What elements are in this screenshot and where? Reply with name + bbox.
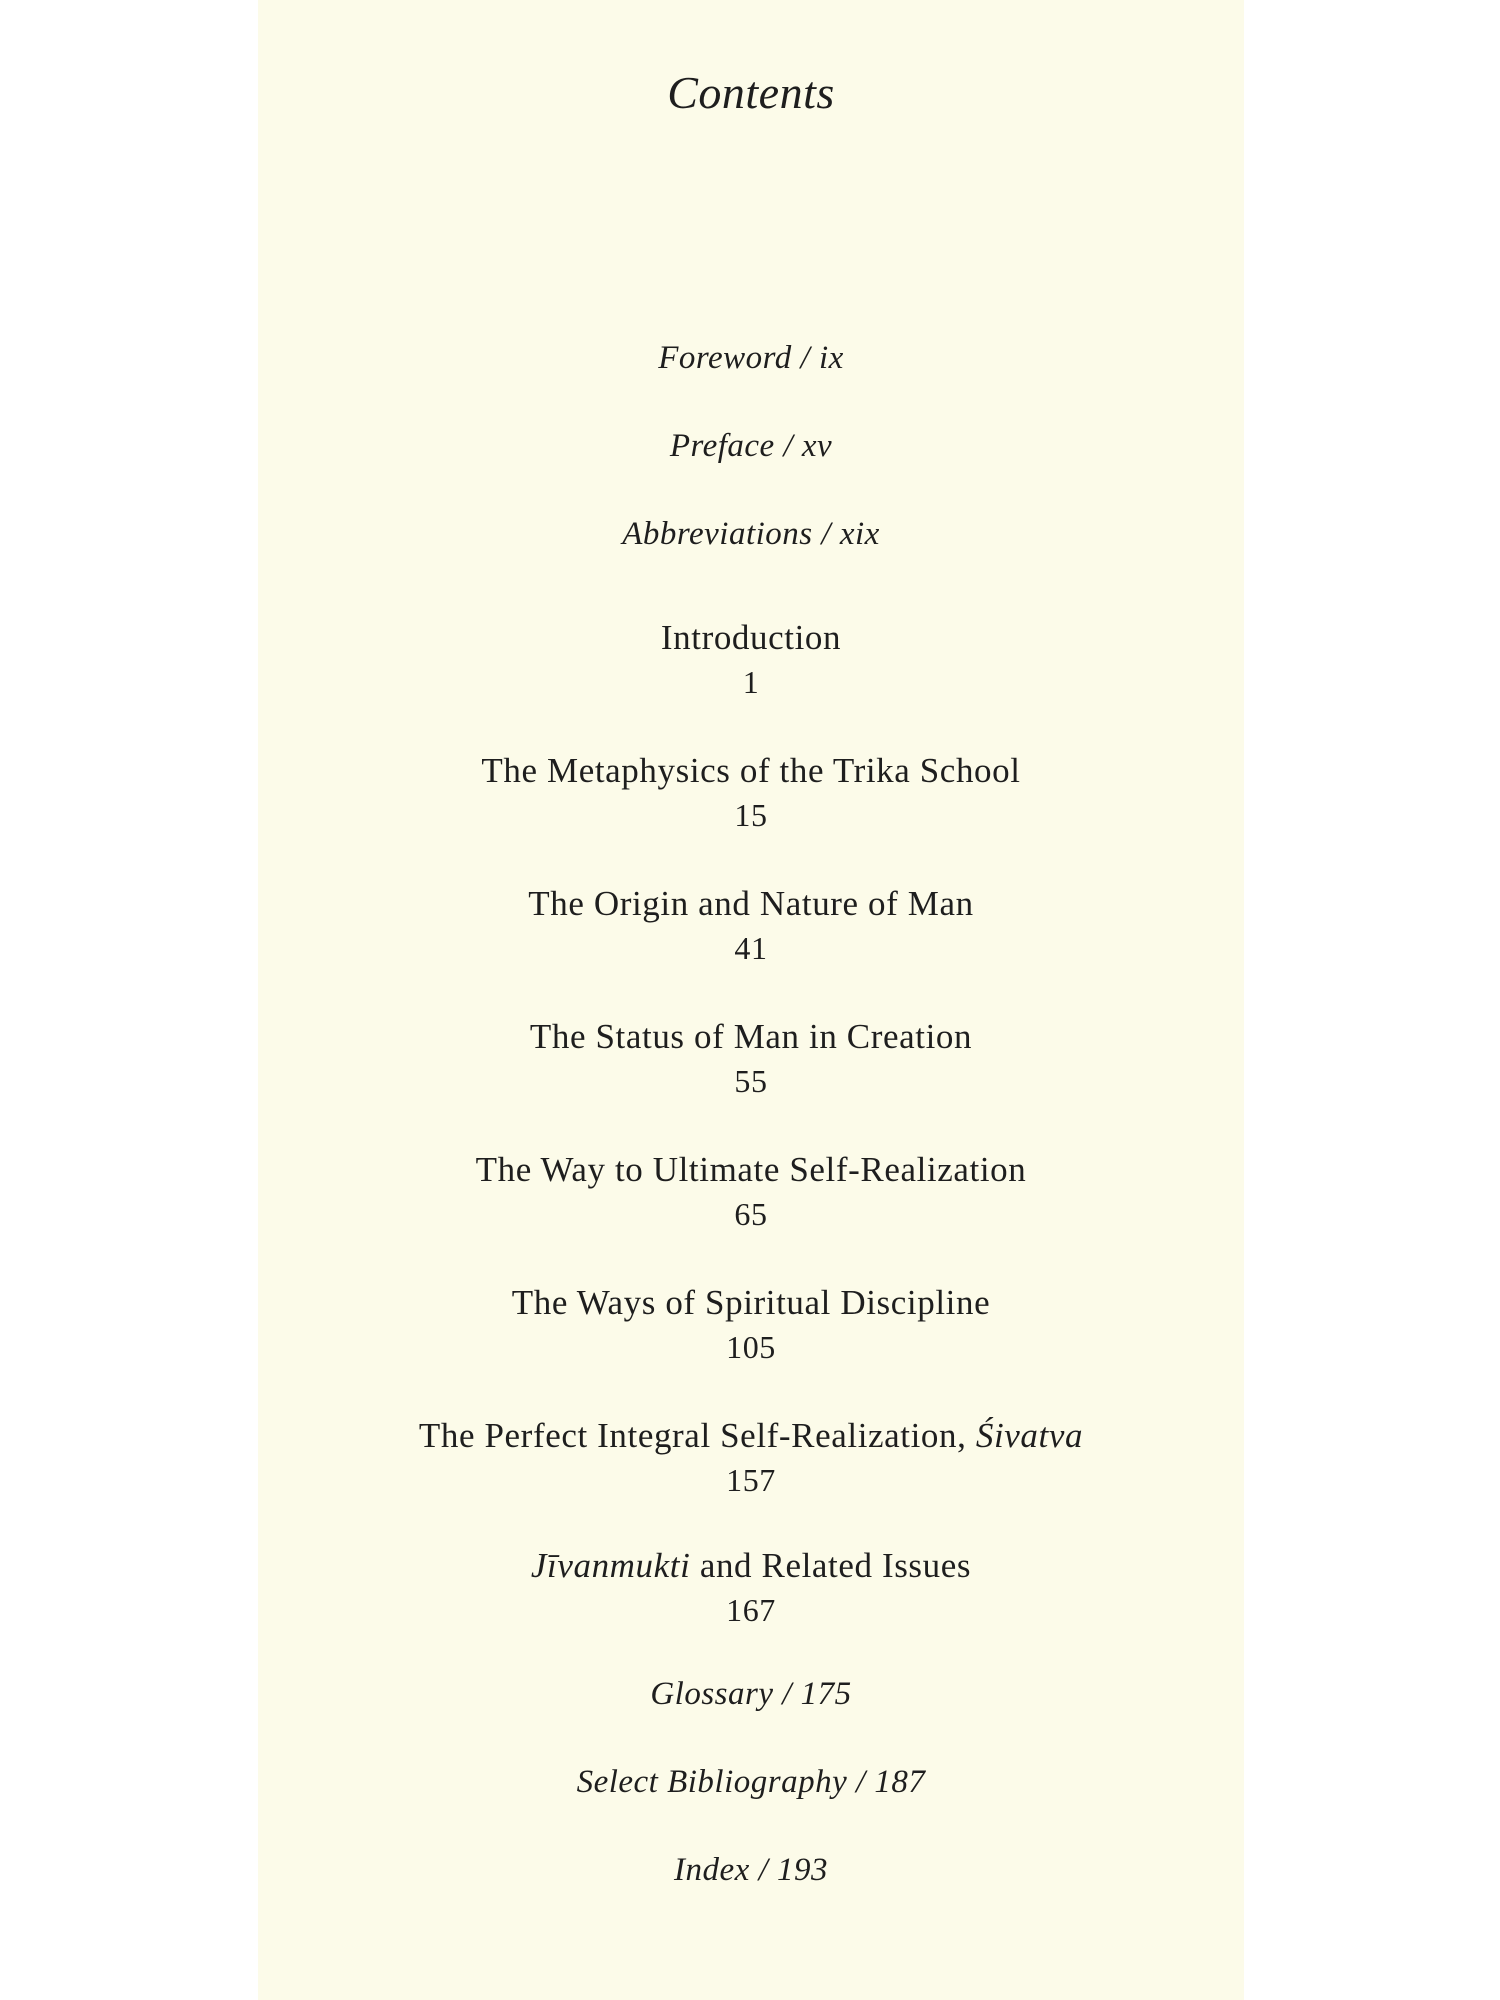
entry-title: Abbreviations [622, 516, 813, 552]
chapter-page: 1 [742, 664, 760, 700]
chapter-title-italic: Śivatva [975, 1416, 1084, 1455]
entry-title: Index [674, 1852, 750, 1888]
entry-page: ix [818, 340, 844, 376]
entry-separator: / [774, 428, 802, 464]
toc-chapter-way [258, 1148, 1244, 1236]
chapter-title: Introduction [660, 618, 842, 657]
toc-entry-glossary [258, 1676, 1244, 1713]
entry-title: Select Bibliography [576, 1764, 848, 1800]
chapter-page: 167 [726, 1592, 776, 1628]
chapter-page: 105 [726, 1329, 776, 1365]
toc-entry-bibliography [258, 1764, 1244, 1801]
chapter-title: The Ways of Spiritual Discipline [511, 1283, 991, 1322]
entry-page: xv [801, 428, 833, 464]
chapter-title: The Perfect Integral Self-Realization, [418, 1416, 967, 1455]
chapter-page: 157 [726, 1462, 776, 1498]
chapter-page: 15 [734, 797, 768, 833]
entry-separator: / [749, 1852, 777, 1888]
chapter-title: The Status of Man in Creation [529, 1017, 973, 1056]
toc-entry-abbreviations [258, 516, 1244, 553]
toc-chapter-jivanmukti [258, 1544, 1244, 1632]
chapter-title: and Related Issues [699, 1546, 972, 1585]
chapter-page: 41 [734, 930, 768, 966]
entry-title: Foreword [658, 340, 792, 376]
toc-entry-foreword [258, 340, 1244, 377]
entry-separator: / [812, 516, 840, 552]
chapter-title: The Origin and Nature of Man [528, 884, 974, 923]
toc-chapter-metaphysics [258, 749, 1244, 837]
toc-entry-index [258, 1852, 1244, 1889]
entry-page: xix [839, 516, 880, 552]
toc-chapter-origin [258, 882, 1244, 970]
chapter-page: 55 [734, 1063, 768, 1099]
chapter-page: 65 [734, 1196, 768, 1232]
entry-page: 187 [874, 1764, 926, 1800]
contents-heading: Contents [667, 67, 835, 118]
book-page [258, 0, 1244, 2000]
chapter-title: The Metaphysics of the Trika School [481, 751, 1021, 790]
toc-chapter-ways [258, 1281, 1244, 1369]
entry-page: 193 [776, 1852, 828, 1888]
entry-separator: / [791, 340, 819, 376]
entry-page: 175 [800, 1676, 852, 1712]
chapter-title-italic: Jīvanmukti [530, 1546, 691, 1585]
chapter-title: The Way to Ultimate Self-Realization [475, 1150, 1027, 1189]
toc-entry-preface [258, 428, 1244, 465]
entry-separator: / [773, 1676, 801, 1712]
toc-chapter-status [258, 1015, 1244, 1103]
entry-title: Glossary [650, 1676, 774, 1712]
entry-title: Preface [669, 428, 775, 464]
entry-separator: / [847, 1764, 875, 1800]
toc-chapter-introduction [258, 616, 1244, 704]
toc-chapter-perfect [258, 1414, 1244, 1502]
